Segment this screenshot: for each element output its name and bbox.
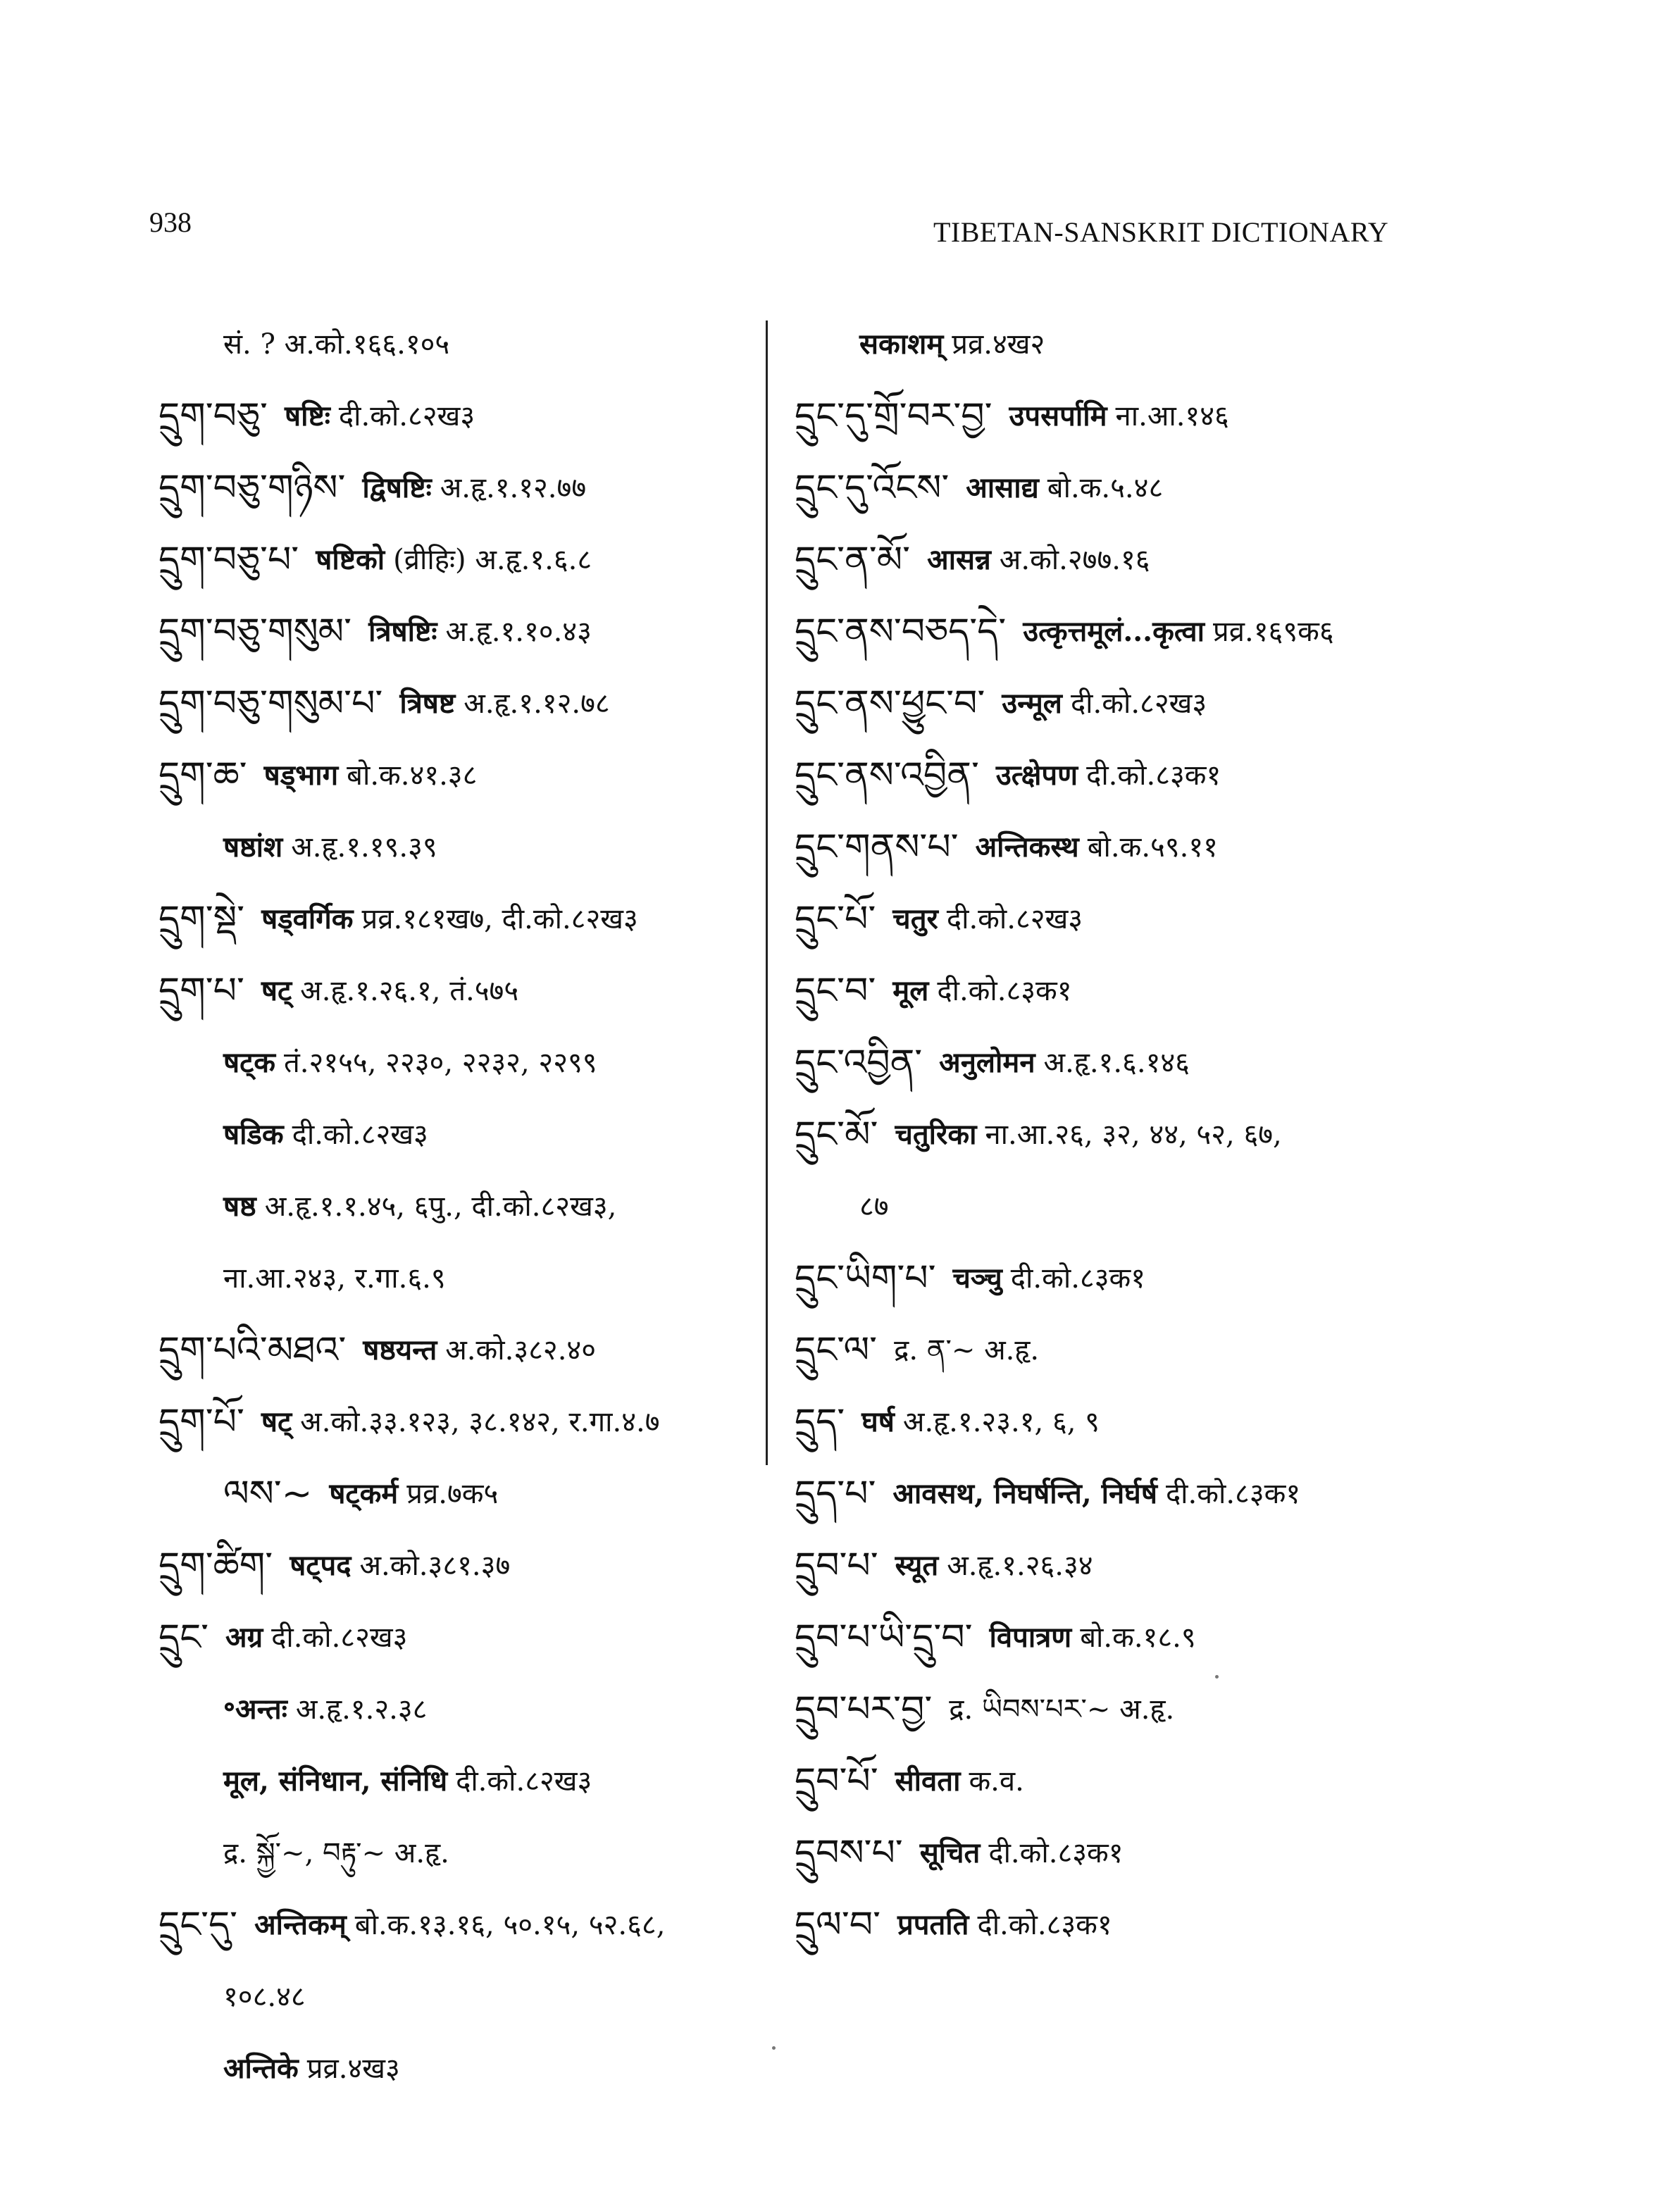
source-reference: अ.को.३८२.४० bbox=[445, 1334, 597, 1366]
dictionary-entry bbox=[795, 1171, 1499, 1243]
dictionary-entry bbox=[795, 309, 1499, 380]
sanskrit-equivalent: अनुलोमन bbox=[939, 1046, 1035, 1079]
source-reference: तं.२१५५, २२३०, २२३२, २२९९ bbox=[284, 1047, 597, 1079]
sanskrit-equivalent: द्विषष्टिः bbox=[362, 471, 432, 504]
dictionary-entry bbox=[795, 955, 1499, 1027]
dictionary-entry bbox=[795, 1027, 1499, 1099]
source-reference: ना.आ.२६, ३२, ४४, ५२, ६७, bbox=[985, 1119, 1282, 1151]
dictionary-entry bbox=[158, 1171, 778, 1243]
sanskrit-equivalent: स्यूत bbox=[895, 1549, 939, 1582]
tibetan-headword: དྲུབས་པ་ bbox=[795, 1832, 903, 1874]
dictionary-entry bbox=[158, 1243, 778, 1314]
sanskrit-equivalent: त्रिषष्टिः bbox=[368, 615, 437, 648]
dictionary-entry bbox=[795, 1530, 1499, 1602]
source-reference: अ.को.३३.१२३, ३८.१४२, र.गा.४.७ bbox=[300, 1406, 660, 1438]
tibetan-headword: དྲུང་དུ་ bbox=[158, 1904, 238, 1946]
dictionary-entry bbox=[158, 1602, 778, 1674]
dictionary-entry bbox=[795, 1889, 1499, 1961]
source-reference: दी.को.८३क१ bbox=[977, 1909, 1112, 1941]
sanskrit-equivalent: षड्वर्गिक bbox=[261, 902, 354, 935]
tibetan-headword: དྲུབ་པར་བྱ་ bbox=[795, 1688, 933, 1731]
dictionary-entry bbox=[795, 596, 1499, 668]
source-reference: दी.को.८३क१ bbox=[1086, 759, 1221, 792]
tibetan-headword: དྲུང་ན་མོ་ bbox=[795, 539, 911, 581]
sanskrit-equivalent: षष्ठयन्त bbox=[363, 1333, 437, 1366]
dictionary-entry bbox=[795, 452, 1499, 524]
tibetan-headword: དྲུག་བཅུ་པ་ bbox=[158, 539, 299, 581]
source-reference: ना.आ.२४३, र.गा.६.९ bbox=[223, 1262, 446, 1295]
source-reference: प्रव्र.१८१ख७, दी.को.८२ख३ bbox=[361, 903, 638, 935]
tibetan-headword: དྲུང་མོ་ bbox=[795, 1114, 878, 1156]
sanskrit-equivalent: विपात्रण bbox=[989, 1621, 1072, 1654]
source-reference: अ.हृ.१.२६.१, तं.५७५ bbox=[300, 975, 519, 1007]
sanskrit-equivalent: अग्र bbox=[225, 1621, 263, 1654]
dictionary-entry bbox=[795, 668, 1499, 740]
source-reference: बो.क.४१.३८ bbox=[347, 759, 478, 792]
sanskrit-equivalent: उत्क्षेपण bbox=[995, 759, 1078, 792]
sanskrit-equivalent: चतुरिका bbox=[895, 1118, 977, 1151]
tibetan-headword: དྲུག་ཚིག་ bbox=[158, 1545, 273, 1587]
sanskrit-equivalent: आसन्न bbox=[927, 543, 991, 576]
source-reference: बो.क.१८.९ bbox=[1080, 1621, 1196, 1654]
sanskrit-equivalent: मूल, संनिधान, संनिधि bbox=[223, 1764, 448, 1798]
source-reference: अ.हृ.१.१०.४३ bbox=[445, 616, 592, 648]
dictionary-entry bbox=[158, 1817, 778, 1889]
tibetan-headword: དྲུང་དུ་གྲོ་བར་བྱ་ bbox=[795, 395, 993, 437]
dictionary-entry bbox=[795, 1386, 1499, 1458]
sanskrit-equivalent: षष्ठांश bbox=[223, 830, 283, 864]
sanskrit-equivalent: षट्कर्म bbox=[329, 1477, 399, 1510]
tibetan-headword: དྲུབ་པ་ཡི་དྲུ་བ་ bbox=[795, 1617, 973, 1659]
source-reference: दी.को.८३क१ bbox=[1165, 1478, 1301, 1510]
tibetan-headword: དྲུལ་བ་ bbox=[795, 1904, 881, 1946]
dictionary-entry bbox=[158, 1386, 778, 1458]
tibetan-headword: དྲུག་བཅུ་གཉིས་ bbox=[158, 467, 346, 509]
tibetan-headword: དྲུག་སྡེ་ bbox=[158, 898, 245, 940]
sanskrit-equivalent: चतुर bbox=[892, 902, 938, 935]
sanskrit-equivalent: सकाशम् bbox=[859, 328, 944, 361]
tibetan-headword: དྲུང་འབྱིན་ bbox=[795, 1042, 923, 1084]
source-reference: प्रव्र.७क५ bbox=[406, 1478, 499, 1510]
source-reference: दी.को.८२ख३ bbox=[456, 1765, 592, 1798]
sanskrit-equivalent: उत्कृत्तमूलं...कृत्वा bbox=[1023, 615, 1205, 648]
source-reference: ८७ bbox=[859, 1190, 889, 1223]
tibetan-headword: དྲུང་གནས་པ་ bbox=[795, 826, 959, 868]
dictionary-entry bbox=[795, 1099, 1499, 1171]
sanskrit-equivalent: आसाद्य bbox=[966, 471, 1039, 504]
sanskrit-equivalent: प्रपतति bbox=[897, 1908, 969, 1941]
dictionary-entry bbox=[795, 1458, 1499, 1530]
dictionary-entry bbox=[158, 1674, 778, 1745]
tibetan-headword: དྲུག་བཅུ་གསུམ་ bbox=[158, 611, 352, 653]
source-reference: द्र. སྐྱོ་~, བརྟུ་~ अ.हृ. bbox=[223, 1837, 449, 1869]
sanskrit-equivalent: षट् bbox=[261, 974, 292, 1007]
dictionary-entry bbox=[158, 1530, 778, 1602]
source-reference: द्र. ན་~ अ.हृ. bbox=[894, 1334, 1040, 1366]
source-reference: क.व. bbox=[969, 1765, 1024, 1798]
sanskrit-equivalent: षट्पद bbox=[290, 1549, 351, 1582]
tibetan-headword: དྲུང་ bbox=[158, 1617, 209, 1659]
dictionary-entry bbox=[795, 740, 1499, 811]
tibetan-headword: དྲུབ་པ་ bbox=[795, 1545, 878, 1587]
dictionary-entry bbox=[795, 1243, 1499, 1314]
dictionary-entry bbox=[158, 883, 778, 955]
tibetan-headword: དྲུག་ཆ་ bbox=[158, 754, 247, 797]
source-reference: १०८.४८ bbox=[223, 1981, 306, 2013]
tibetan-headword: དྲུག་པའི་མཐའ་ bbox=[158, 1329, 347, 1371]
source-reference: बो.क.५.४८ bbox=[1047, 472, 1164, 504]
tibetan-headword: དྲུང་དུ་འོངས་ bbox=[795, 467, 950, 509]
dictionary-entry bbox=[158, 1458, 778, 1530]
source-reference: अ.हृ.१.१२.७७ bbox=[440, 472, 587, 504]
tibetan-headword: དྲུག་བཅུ་ bbox=[158, 395, 268, 437]
source-reference: प्रव्र.४ख३ bbox=[306, 2053, 400, 2085]
dictionary-entry bbox=[795, 1745, 1499, 1817]
source-reference: प्रव्र.१६९क६ bbox=[1213, 616, 1334, 648]
dictionary-entry bbox=[158, 596, 778, 668]
sanskrit-equivalent: सीवता bbox=[895, 1764, 961, 1798]
source-reference: अ.हृ.१.६.१४६ bbox=[1043, 1047, 1190, 1079]
dictionary-entry bbox=[158, 380, 778, 452]
dictionary-entry bbox=[158, 955, 778, 1027]
scan-speck bbox=[772, 2046, 776, 2050]
dictionary-entry bbox=[158, 811, 778, 883]
dictionary-entry bbox=[158, 1027, 778, 1099]
dictionary-entry bbox=[158, 668, 778, 740]
source-reference: अ.को.२७७.१६ bbox=[999, 544, 1150, 576]
tibetan-headword: དྲུད་ bbox=[795, 1401, 845, 1443]
source-reference: दी.को.८२ख३ bbox=[946, 903, 1083, 935]
source-reference: बो.क.१३.१६, ५०.१५, ५२.६८, bbox=[354, 1909, 666, 1941]
dictionary-entry bbox=[158, 1889, 778, 1961]
sanskrit-equivalent: घर्ष bbox=[861, 1405, 895, 1438]
tibetan-headword: དྲུང་ཡིག་པ་ bbox=[795, 1257, 936, 1300]
sanskrit-equivalent: उन्मूल bbox=[1002, 687, 1062, 720]
tibetan-headword: དྲུང་ནས་བཅད་དེ་ bbox=[795, 611, 1007, 653]
left-column bbox=[158, 309, 778, 2105]
dictionary-entry bbox=[158, 2033, 778, 2105]
tibetan-headword: དྲུག་པོ་ bbox=[158, 1401, 244, 1443]
tibetan-headword: དྲུབ་པོ་ bbox=[795, 1760, 878, 1803]
right-column bbox=[795, 309, 1499, 1961]
sanskrit-equivalent: अन्तिकस्थ bbox=[975, 830, 1079, 864]
source-reference: दी.को.८२ख३ bbox=[338, 400, 475, 432]
tibetan-headword: དྲུང་བ་ bbox=[795, 970, 876, 1012]
tibetan-headword: དྲུག་བཅུ་གསུམ་པ་ bbox=[158, 683, 383, 725]
tibetan-headword: ལས་~ bbox=[223, 1473, 313, 1515]
sanskrit-equivalent: षष्टिः bbox=[284, 399, 330, 432]
page-number: 938 bbox=[149, 206, 192, 238]
source-reference: अ.हृ.१.१९.३९ bbox=[291, 831, 437, 864]
sanskrit-equivalent: अन्तिके bbox=[223, 2052, 299, 2085]
source-reference: बो.क.५९.११ bbox=[1087, 831, 1218, 864]
source-reference: दी.को.८३क१ bbox=[937, 975, 1072, 1007]
source-reference: (व्रीहिः) अ.हृ.१.६.८ bbox=[393, 544, 592, 576]
source-reference: सं. ? अ.को.१६६.१०५ bbox=[223, 328, 450, 361]
dictionary-entry bbox=[158, 1961, 778, 2033]
sanskrit-equivalent: ॰अन्तः bbox=[223, 1693, 287, 1726]
source-reference: अ.हृ.१.२३.१, ६, ९ bbox=[902, 1406, 1100, 1438]
source-reference: दी.को.८२ख३ bbox=[271, 1621, 408, 1654]
dictionary-entry bbox=[158, 1314, 778, 1386]
source-reference: अ.हृ.१.१२.७८ bbox=[463, 687, 610, 720]
dictionary-entry bbox=[795, 524, 1499, 596]
sanskrit-equivalent: अन्तिकम् bbox=[254, 1908, 347, 1941]
tibetan-headword: དྲུག་པ་ bbox=[158, 970, 244, 1012]
running-head: TIBETAN-SANSKRIT DICTIONARY bbox=[933, 216, 1389, 248]
sanskrit-equivalent: षडिक bbox=[223, 1118, 284, 1151]
dictionary-entry bbox=[795, 1314, 1499, 1386]
dictionary-entry bbox=[795, 380, 1499, 452]
sanskrit-equivalent: चञ्चु bbox=[952, 1262, 1002, 1295]
sanskrit-equivalent: आवसथ, निघर्षन्ति, निर्घर्ष bbox=[892, 1477, 1157, 1510]
sanskrit-equivalent: षट् bbox=[261, 1405, 292, 1438]
dictionary-entry bbox=[795, 1817, 1499, 1889]
tibetan-headword: དྲུད་པ་ bbox=[795, 1473, 876, 1515]
dictionary-entry bbox=[158, 740, 778, 811]
tibetan-headword: དྲུང་ནས་ཕྱུང་བ་ bbox=[795, 683, 985, 725]
dictionary-entry bbox=[158, 452, 778, 524]
source-reference: प्रव्र.४ख२ bbox=[952, 328, 1045, 361]
source-reference: दी.को.८३क१ bbox=[988, 1837, 1124, 1869]
sanskrit-equivalent: सूचित bbox=[919, 1836, 981, 1869]
sanskrit-equivalent: षट्क bbox=[223, 1046, 275, 1079]
source-reference: अ.हृ.१.२.३८ bbox=[295, 1693, 428, 1726]
sanskrit-equivalent: उपसर्पामि bbox=[1009, 399, 1107, 432]
sanskrit-equivalent: मूल bbox=[892, 974, 929, 1007]
sanskrit-equivalent: षष्ठ bbox=[223, 1190, 256, 1223]
source-reference: द्र. ཡིབས་པར་~ अ.हृ. bbox=[949, 1693, 1175, 1726]
dictionary-entry bbox=[795, 1602, 1499, 1674]
source-reference: अ.हृ.१.१.४५, ६पु., दी.को.८२ख३, bbox=[264, 1190, 617, 1223]
source-reference: अ.हृ.१.२६.३४ bbox=[947, 1550, 1093, 1582]
source-reference: अ.को.३८१.३७ bbox=[359, 1550, 511, 1582]
source-reference: ना.आ.१४६ bbox=[1115, 400, 1229, 432]
dictionary-entry bbox=[158, 1745, 778, 1817]
dictionary-entry bbox=[158, 524, 778, 596]
tibetan-headword: དྲུང་ལ་ bbox=[795, 1329, 878, 1371]
source-reference: दी.को.८३क१ bbox=[1010, 1262, 1146, 1295]
sanskrit-equivalent: त्रिषष्ट bbox=[399, 687, 456, 720]
tibetan-headword: དྲུང་པོ་ bbox=[795, 898, 876, 940]
dictionary-entry bbox=[158, 1099, 778, 1171]
sanskrit-equivalent: षड्भाग bbox=[263, 759, 339, 792]
tibetan-headword: དྲུང་ནས་འབྱིན་ bbox=[795, 754, 979, 797]
sanskrit-equivalent: षष्टिको bbox=[316, 543, 385, 576]
source-reference: दी.को.८२ख३ bbox=[1070, 687, 1207, 720]
source-reference: दी.को.८२ख३ bbox=[292, 1119, 428, 1151]
dictionary-entry bbox=[795, 883, 1499, 955]
dictionary-entry bbox=[158, 309, 778, 380]
dictionary-entry bbox=[795, 1674, 1499, 1745]
dictionary-entry bbox=[795, 811, 1499, 883]
scan-speck bbox=[1215, 1675, 1219, 1679]
